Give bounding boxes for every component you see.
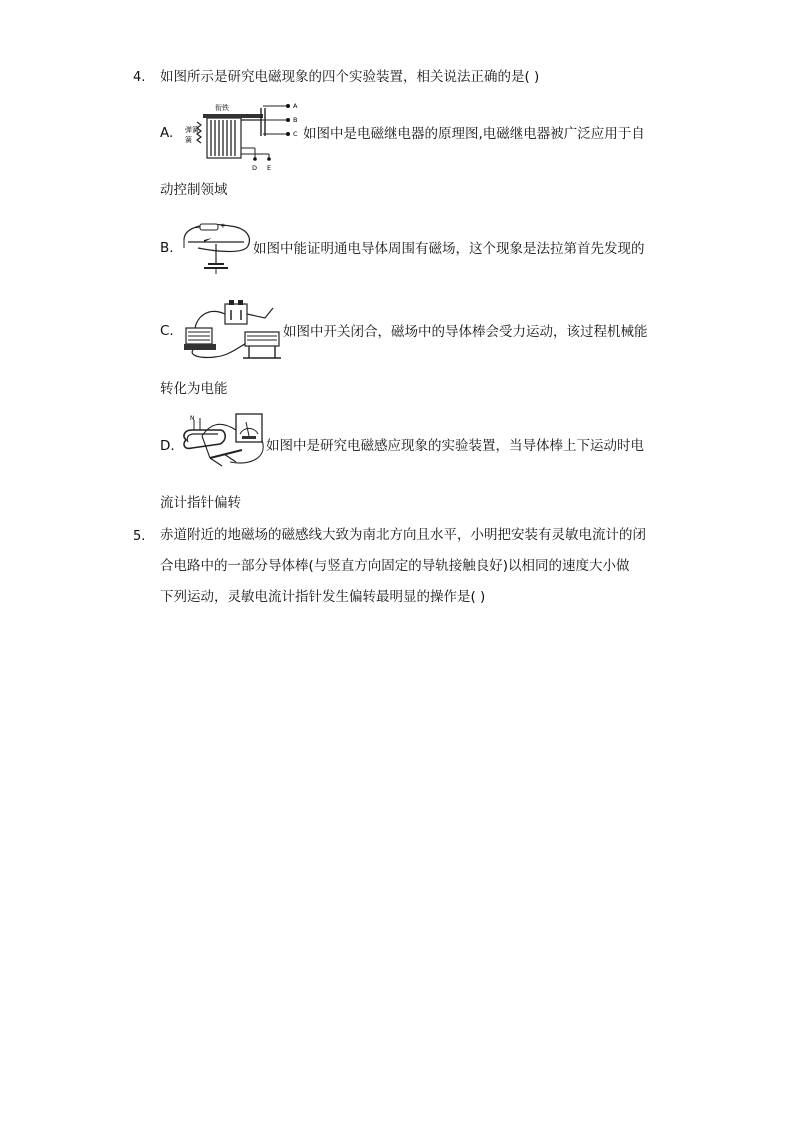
option-b-letter: B. xyxy=(160,240,174,256)
q5-line1: 赤道附近的地磁场的磁感线大致为南北方向且水平，小明把安装有灵敏电流计的闭 xyxy=(160,527,646,543)
option-c-letter: C. xyxy=(160,323,174,339)
option-b-text: 如图中能证明通电导体周围有磁场，这个现象是法拉第首先发现的 xyxy=(253,241,645,257)
q5-number: 5. xyxy=(133,529,146,544)
electromagnetic-induction-diagram xyxy=(180,410,266,474)
option-c-text-line1: 如图中开关闭合，磁场中的导体棒会受力运动，该过程机械能 xyxy=(283,324,648,340)
q5-line3: 下列运动，灵敏电流计指针发生偏转最明显的操作是( ) xyxy=(160,589,486,605)
option-d-letter: D. xyxy=(160,438,175,454)
svg-text:−: − xyxy=(195,224,201,232)
svg-text:D: D xyxy=(252,164,258,172)
option-a-text-line2: 动控制领域 xyxy=(160,182,228,198)
option-d-text-line2: 流计指针偏转 xyxy=(160,495,241,511)
oersted-experiment-diagram xyxy=(178,218,254,276)
armature-label: 衔铁 xyxy=(215,104,229,112)
svg-text:簧: 簧 xyxy=(185,136,192,144)
svg-text:+: + xyxy=(220,222,226,230)
option-d-text-line1: 如图中是研究电磁感应现象的实验装置，当导体棒上下运动时电 xyxy=(266,438,644,454)
svg-text:E: E xyxy=(267,164,272,172)
svg-text:N: N xyxy=(190,415,195,422)
svg-text:B: B xyxy=(293,116,298,124)
option-a-text-line1: 如图中是电磁继电器的原理图,电磁继电器被广泛应用于自 xyxy=(303,126,645,142)
svg-text:A: A xyxy=(293,102,298,110)
svg-text:C: C xyxy=(293,130,298,138)
option-c-text-line2: 转化为电能 xyxy=(160,381,228,397)
q4-stem: 如图所示是研究电磁现象的四个实验装置，相关说法正确的是( ) xyxy=(160,69,540,85)
q5-line2: 合电路中的一部分导体棒(与竖直方向固定的导轨接触良好)以相同的速度大小做 xyxy=(160,558,630,574)
option-a-letter: A. xyxy=(160,125,174,141)
relay-diagram xyxy=(183,100,301,172)
spring-label: 弹簧 xyxy=(185,126,199,134)
motor-principle-diagram xyxy=(183,298,281,362)
q4-number: 4. xyxy=(133,70,146,85)
